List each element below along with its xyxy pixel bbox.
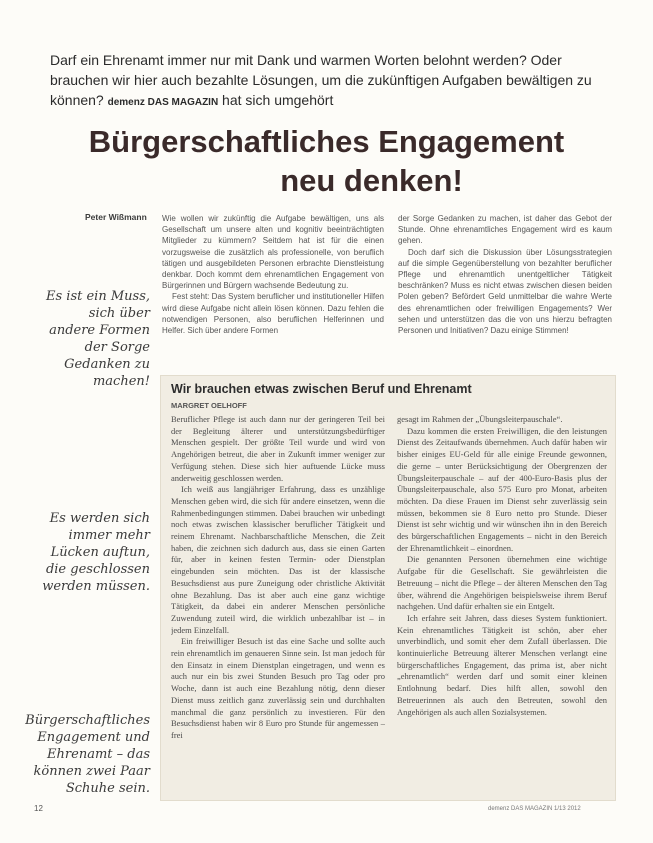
box-column-2: [397, 414, 607, 732]
article-column-1: [162, 213, 384, 363]
paragraph: Doch darf sich die Diskussion über Lösungsstrategien auf die simple Gegenüberstellung von bezahlter beruflicher Pflege und ehrenamtlich unentgeltlicher Tätigkeit beschränken? Muss es nicht etwas zwischen diesen beiden Polen geben? Befördert Geld unmittelbar die wahre Werte des ehrenamtlichen oder freiwilligen Engagements? Wer sehen und unterstützen das die von uns hierzu befragten Personen und Initiativen? Dazu einige Stimmen!: [398, 247, 612, 336]
pullquote-2: Es werden sich immer mehr Lücken auftun, die geschlossen werden müssen.: [42, 511, 150, 594]
paragraph: Ein freiwilliger Besuch ist das eine Sache und sollte auch rein ehrenamtlich im genaueren Sinne sein. Ist man jedoch für den Einsatz in einem Dienstplan eingetragen, und wenn es auch nur ein bis zwei Stunden Besuch pro Tag oder pro Woche, dann ist auch eine Bezahlung nötig, denn dieser Dienst muss zeitlich ganz zuverlässig sein und durchhalten manchmal die ganz persönlich zu investieren. Für den Besuchsdienst haben wir 8 Euro pro Stunde für angemessen – frei: [171, 636, 385, 740]
paragraph: Ich weiß aus langjähriger Erfahrung, dass es unzählige Menschen geben wird, die sich für andere einsetzen, wenn die Rahmenbedingungen stimmen. Dabei brauchen wir unbedingt noch etwas zwischen klassischer beruflicher Tätigkeit und reinem Ehrenamt. Nachbarschaftliche Menschen, die Zeit haben, die zeichnen sich dadurch aus, dass sie einen Garten für, aber in keinen festen Termin- oder Dienstplan eingebunden sein möchten. Das ist der klassische Besuchsdienst aus pure Zuneigung oder christliche Aktivität ohne Bezahlung. Das ist aber auch eine ganz wichtige Tätigkeit, da dabei ein anderer Menschen persönliche Zuwendung zuteil wird, die wirklich unbezahlbar ist – in jedem Einzelfall.: [171, 484, 385, 635]
article-author: Peter Wißmann: [85, 212, 147, 222]
paragraph: Beruflicher Pflege ist auch dann nur der geringeren Teil bei der Begleitung älterer und unterstützungsbedürftiger Menschen gespielt. Der größte Teil wurde und wird von Angehörigen betreut, die aber in Zukunft immer weniger zur Verfügung stehen. Diese sich hier auftuende Lücke muss anderweitig geschlossen werden.: [171, 414, 385, 483]
magazine-name: demenz DAS MAGAZIN: [107, 97, 219, 108]
paragraph: Ich erfahre seit Jahren, dass dieses System funktioniert. Kein ehrenamtliches Tätigkeit ist schön, aber eher unverbindlich, und somit eher dem Zufall überlassen. Die kontinuierliche Betreuung älterer Menschen verlangt eine bürgerschaftliches Engagement, das prima ist, aber nicht „ehrenamtlich“ werden darf und somit einer kleinen Entlohnung bedarf. Dies hilft allen, sowohl den Betreuerinnen als auch den Betreuten, sowohl den Angehörigen als auch allen Sozialsystemen.: [397, 612, 607, 717]
sidebar-box: [160, 375, 616, 801]
headline-line1: Bürgerschaftliches Engagement: [88, 124, 565, 159]
paragraph: Die genannten Personen übernehmen eine wichtige Aufgabe für die Gesellschaft. Sie gewährleisten die Betreuung – nicht die Pflege – der älteren Menschen den Tag über, während die Angehörigen beispielsweise ihrem Beruf nachgehen. Und dafür erhalten sie ein Entgelt.: [397, 554, 607, 612]
pullquote-3: Bürgerschaftliches Engagement und Ehrenamt – das können zwei Paar Schuhe sein.: [25, 713, 150, 796]
intro-question: Darf ein Ehrenamt immer nur mit Dank und warmen Worten belohnt werden? Oder brauchen wir hier auch bezahlte Lösungen, um die zukünftigen Aufgaben bewältigen zu können?: [50, 52, 592, 108]
page-number: 12: [34, 804, 43, 813]
box-author: MARGRET OELHOFF: [171, 401, 247, 410]
paragraph: Wie wollen wir zukünftig die Aufgabe bewältigen, uns als Gesellschaft um unsere alten und kognitiv beeinträchtigten Mitglieder zu kümmern? Seitdem hat ist für die einen vorzugsweise die zusätzlich als professionelle, von beruflich tätigen und ausgebildeten Personen erbrachte Dienstleistung denkbar. Doch kommt dem ehrenamtlichen Engagement von Bürgerinnen und Bürgern wachsende Bedeutung zu.: [162, 214, 384, 291]
footer-text: demenz DAS MAGAZIN 1/13 2012: [488, 806, 581, 812]
pullquote-1: Es ist ein Muss, sich über andere Formen der Sorge Gedanken zu machen!: [46, 289, 150, 389]
box-title: Wir brauchen etwas zwischen Beruf und Ehrenamt: [171, 382, 472, 396]
intro-suffix: hat sich umgehört: [218, 92, 334, 108]
intro-text: [50, 50, 610, 113]
paragraph: der Sorge Gedanken zu machen, ist daher das Gebot der Stunde. Ohne ehrenamtliches Engagement wird es kaum gehen.: [398, 214, 612, 246]
paragraph: Dazu kommen die ersten Freiwilligen, die den leistungen Dienst des Zeitaufwands übernehmen. Auch dafür haben wir bisher einiges EU-Geld für alle einige Freunde gewonnen, die gerne – unter Berücksichtigung der Obergrenzen der Übungsleiterpauschale – auf der 400-Euro-Basis plus der Übungsleiterpauschale, also 575 Euro pro Monat, arbeiten möchten. Da diese Frauen im Dienst sehr zuverlässig sein müssen, bekommen sie 8 Euro netto pro Stunde. Dieser Dienst ist sehr wichtig und wir wünschen ihn in den Bereich des bürgerschaftlichen Engagements – nicht in den Bereich der Ehrenamtlichkeit – einordnen.: [397, 425, 607, 553]
article-column-2: [398, 213, 612, 373]
paragraph: Fest steht: Das System beruflicher und institutioneller Hilfen wird diese Aufgabe nicht allein lösen können. Dazu fehlen die notwendigen Personen, also beruflichen Helferinnen und Helfer. Sich über andere Formen: [162, 292, 384, 336]
headline-line2: neu denken!: [280, 163, 463, 198]
paragraph: gesagt im Rahmen der „Übungsleiterpauschale“.: [397, 414, 563, 424]
box-column-1: [171, 414, 385, 796]
